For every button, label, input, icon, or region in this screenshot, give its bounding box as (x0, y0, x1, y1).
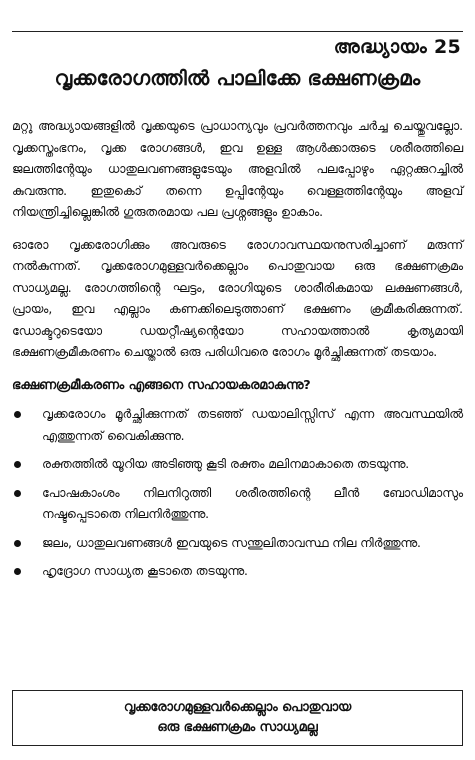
bullet-icon (14, 540, 21, 547)
list-item (12, 533, 463, 555)
intro-paragraph: മറ്റു അദ്ധ്യായങ്ങളിൽ വൃക്കയുടെ പ്രാധാന്യവും പ്രവർത്തനവും ചർച്ച ചെയ്തുവല്ലോ. വൃക്കസ്തംഭനം, വൃക്ക രോഗങ്ങൾ, ഇവ ഉള്ള ആൾക്കാരുടെ ശരീരത്തിലെ ജലത്തിന്റേയും ധാതുലവണങ്ങളുടേയും അളവിൽ പലപ്പോഴും ഏറ്റക്കുറച്ചിൽ കുവരുന്നു. ഇതുകൊ് തന്നെ ഉപ്പിന്റേയും വെള്ളത്തിന്റേയും അളവ് നിയന്ത്രിച്ചില്ലെങ്കിൽ ഗുരുതരമായ പല പ്രശ്നങ്ങളും ഉാകാം. (12, 119, 463, 219)
diet-paragraph: ഓരോ വൃക്കരോഗിക്കും അവരുടെ രോഗാവസ്ഥയനുസരിച്ചാണ് മരുന്ന് നൽകുന്നത്. വൃക്കരോഗമുള്ളവർക്കെല്ലാം പൊതുവായ ഒരു ഭക്ഷണക്രമം സാധ്യമല്ല. രോഗത്തിന്റെ ഘട്ടം, രോഗിയുടെ ശാരീരികമായ ലക്ഷണങ്ങൾ, പ്രായം, ഇവ എല്ലാം കണക്കിലെടുത്താണ് ഭക്ഷണം ക്രമീകരിക്കുന്നത്. ഡോക്ടറുടെയോ ഡയറ്റീഷ്യന്റെയോ സഹായത്താൽ കൃത്യമായി ഭക്ഷണക്രമീകരണം ചെയ്താൽ ഒരു പരിധിവരെ രോഗം മൂർച്ഛിക്കുന്നത് തടയാം. (12, 237, 463, 359)
list-item-text: ഹൃദ്രോഗ സാധ്യത കൂടാതെ തടയുന്നു. (42, 564, 248, 578)
list-item-text: രക്തത്തിൽ യൂറിയ അടിഞ്ഞു കൂടി രക്തം മലിനമാകാതെ തടയുന്നു. (42, 457, 410, 471)
list-item (12, 483, 463, 526)
bullet-icon (14, 411, 21, 418)
callout-line-1: വൃക്കരോഗമുള്ളവർക്കെല്ലാം പൊതുവായ (123, 700, 352, 715)
list-item-text: ജലം, ധാതുലവണങ്ങൾ ഇവയുടെ സന്തുലിതാവസ്ഥ നില നിർത്തുന്നു. (42, 535, 421, 550)
list-item-text: വൃക്കരോഗം മൂർച്ഛിക്കുന്നത് തടഞ്ഞ് ഡയാലിസ്സിസ് എന്ന അവസ്ഥയിൽ എത്തുന്നത് വൈകിക്കുന്നു. (42, 407, 463, 443)
chapter-title: വൃക്കരോഗത്തിൽ പാലിക്കേ ഭക്ഷണക്രമം (54, 66, 421, 90)
bullet-icon (14, 461, 21, 468)
header-rule (12, 31, 463, 32)
chapter-body (12, 116, 463, 590)
bullet-icon (14, 568, 21, 575)
benefits-list (12, 404, 463, 583)
list-item (12, 561, 463, 583)
list-item (12, 454, 463, 476)
bullet-icon (14, 490, 21, 497)
list-item-text: പോഷകാംശം നിലനിറുത്തി ശരീരത്തിന്റെ ലീൻ ബോഡിമാസും നഷ്ടപ്പെടാതെ നിലനിർത്തുന്നു. (42, 485, 463, 521)
callout-box (12, 690, 463, 746)
section-heading: ഭക്ഷണക്രമീകരണം എങ്ങനെ സഹായകരമാകുന്നു? (12, 377, 311, 393)
callout-line-2: ഒരു ഭക്ഷണക്രമം സാധ്യമല്ല (157, 720, 318, 735)
chapter-label: അദ്ധ്യായം 25 (333, 36, 461, 58)
list-item (12, 404, 463, 447)
